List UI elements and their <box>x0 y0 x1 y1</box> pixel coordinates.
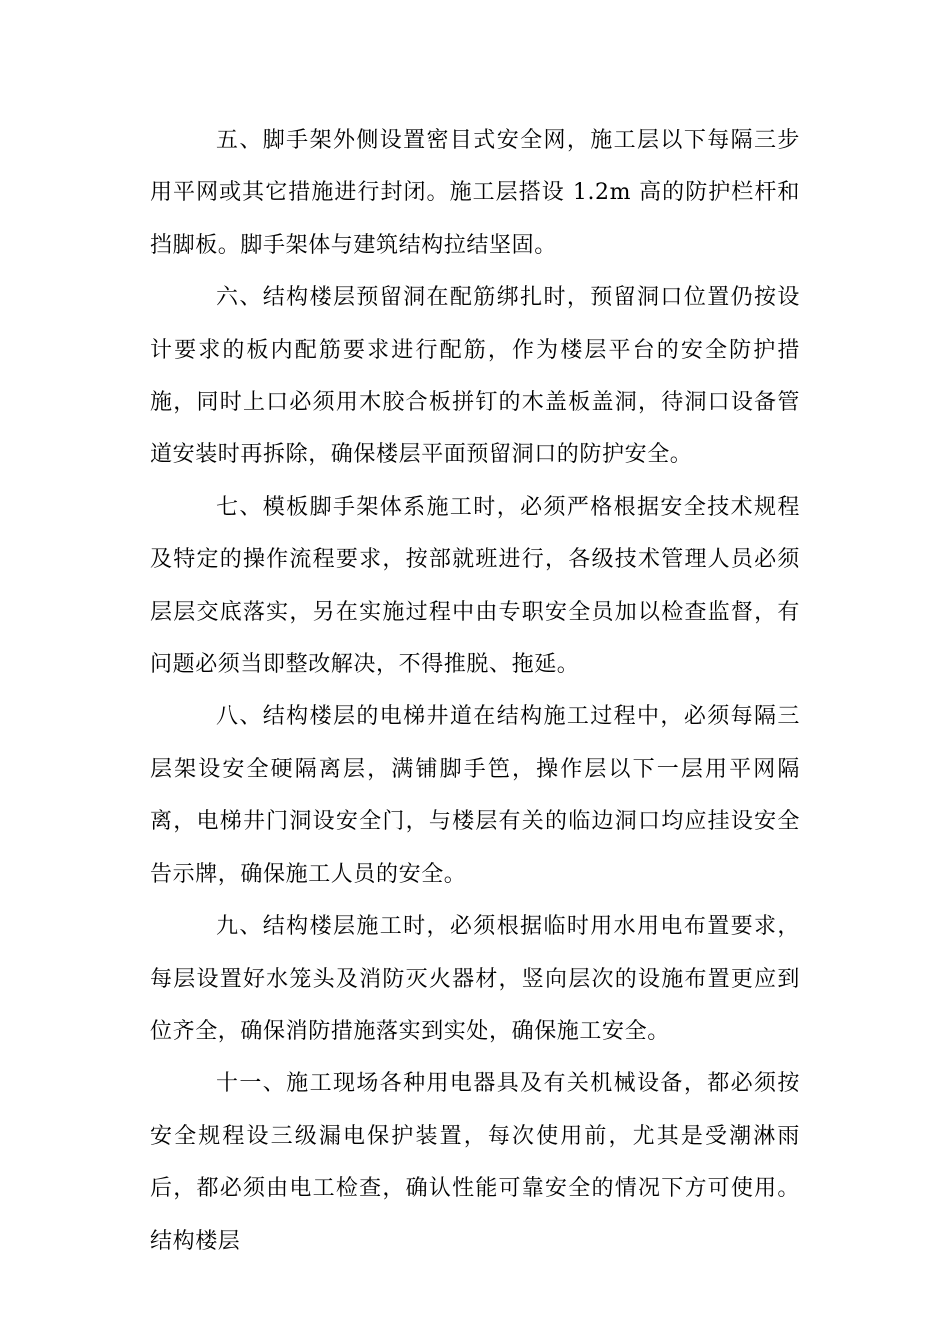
paragraph-item-11-electrical-safety: 十一、施工现场各种用电器具及有关机械设备，都必须按安全规程设三级漏电保护装置，每次使用前，尤其是受潮淋雨后，都必须由电工检查，确认性能可靠安全的情况下方可使用。结构楼层 <box>150 1071 800 1254</box>
paragraph-item-7-formwork-scaffold: 七、模板脚手架体系施工时，必须严格根据安全技术规程及特定的操作流程要求，按部就班进行，各级技术管理人员必须层层交底落实，另在实施过程中由专职安全员加以检查监督，有问题必须当即整改解决，不得推脱、拖延。 <box>150 494 800 678</box>
paragraph-item-8-elevator-shaft: 八、结构楼层的电梯井道在结构施工过程中，必须每隔三层架设安全硬隔离层，满铺脚手笆，操作层以下一层用平网隔离，电梯井门洞设安全门，与楼层有关的临边洞口均应挂设安全告示牌，确保施工人员的安全。 <box>150 704 800 887</box>
paragraph-item-5-scaffold-safety-net: 五、脚手架外侧设置密目式安全网，施工层以下每隔三步用平网或其它措施进行封闭。施工层搭设 1.2m 高的防护栏杆和挡脚板。脚手架体与建筑结构拉结坚固。 <box>150 128 800 258</box>
paragraph-item-6-reserved-openings: 六、结构楼层预留洞在配筋绑扎时，预留洞口位置仍按设计要求的板内配筋要求进行配筋，作为楼层平台的安全防护措施，同时上口必须用木胶合板拼钉的木盖板盖洞，待洞口设备管道安装时再拆除，确保楼层平面预留洞口的防护安全。 <box>150 285 800 468</box>
paragraph-item-9-fire-protection: 九、结构楼层施工时，必须根据临时用水用电布置要求，每层设置好水笼头及消防灭火器材，竖向层次的设施布置更应到位齐全，确保消防措施落实到实处，确保施工安全。 <box>150 914 800 1044</box>
document-body <box>150 115 800 1268</box>
